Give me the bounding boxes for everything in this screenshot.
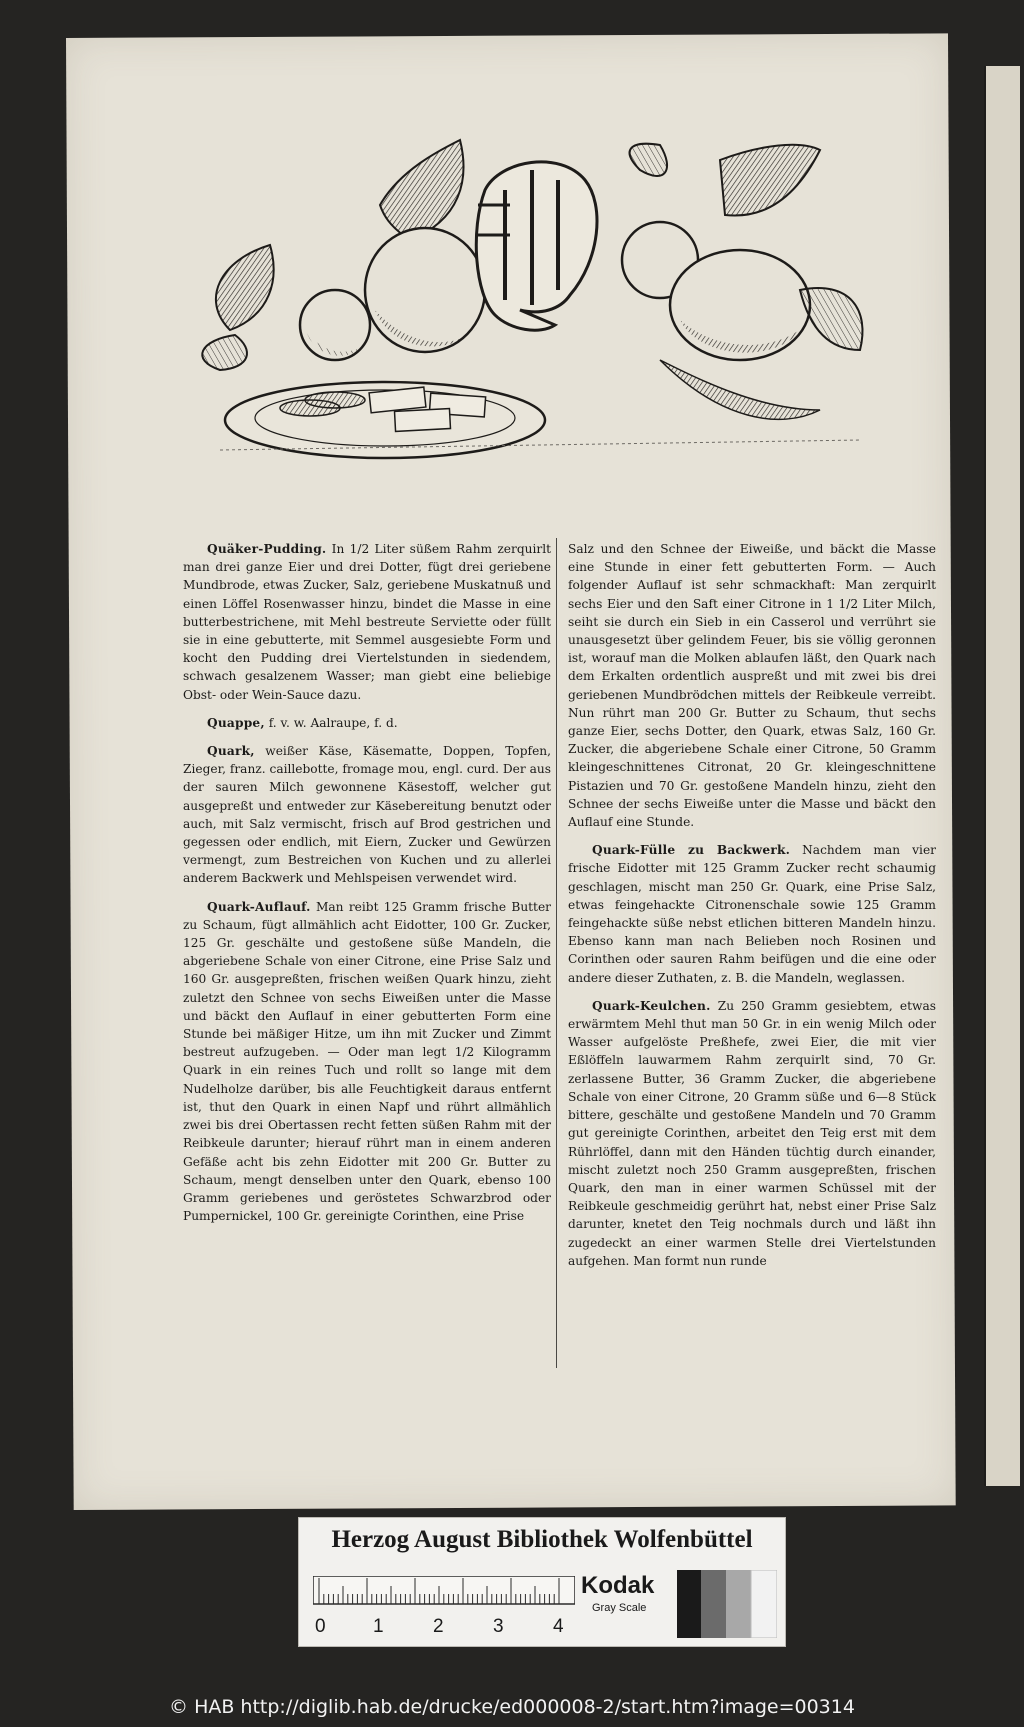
entry-paragraph (568, 997, 936, 1270)
next-page-edge (984, 66, 1020, 1486)
column-divider (556, 538, 557, 1368)
right-text-column (568, 540, 936, 1280)
entry-text: In 1/2 Liter süßem Rahm zerquirlt man drei ganze Eier und drei Dotter, fügt drei geriebene Mundbrode, etwas Zucker, Salz, geriebene Muskatnuß und einen Löffel Rosenwasser hinzu, bindet die Masse in eine butterbestrichene, mit Mehl bestreute Serviette oder füllt sie in eine gebutterte, mit Semmel ausgesiebte Form und kocht den Pudding drei Viertelstunden in siedendem, schwach gesalzenem Wasser; man giebt eine beliebige Obst- oder Wein-Sauce dazu. (183, 542, 551, 702)
entry-heading: Quäker-Pudding. (207, 542, 327, 556)
entry-heading: Quappe, (207, 715, 265, 730)
gray-scale-chart (677, 1570, 777, 1638)
left-text-column (183, 540, 551, 1235)
entry-text: Nachdem man vier frische Eidotter mit 125 Gramm Zucker recht schaumig geschlagen, mischt man 250 Gr. Quark, eine Prise Salz, etwas feingehackte Citronenschale sowie 125 Gramm feingehackte süße nebst etlichen bitteren Mandeln hinzu. Ebenso kann man nach Belieben noch Rosinen und Corinthen oder sauren Rahm beifügen und die eine oder andere dieser Zuthaten, z. B. die Mandeln, weglassen. (568, 843, 936, 985)
entry-paragraph (568, 841, 936, 987)
kodak-logo-text: Kodak (581, 1572, 655, 1599)
ruler-number: 1 (373, 1616, 384, 1637)
leaf-shape (216, 245, 274, 330)
entry-heading: Quark-Keulchen. (592, 998, 711, 1013)
entry-paragraph (568, 540, 936, 831)
entry-text: Man reibt 125 Gramm frische Butter zu Schaum, fügt allmählich acht Eidotter, 100 Gr. Zucker, 125 Gr. geschälte und gestoßene süße Mandeln, die abgeriebene Schale von einer Citrone, eine Prise Salz und 160 Gr. ausgepreßten, frischen weißen Quark hinzu, zieht zuletzt den Schnee von sechs Eiweißen unter die Masse und bäckt den Auflauf in einer gebutterten Form eine Stunde bei mäßiger Hitze, um ihn mit Zucker und Zimmt bestreut aufzugeben. — Oder man legt 1/2 Kilogramm Quark in ein reines Tuch und rollt so lange mit dem Nudelholze darüber, bis alle Feuchtigkeit daraus entfernt ist, thut den Quark in einen Napf und rührt allmählich zwei bis drei Obertassen recht fetten süßen Rahm mit der Reibkeule darunter; hierauf rührt man in einem anderen Gefäße acht bis zehn Eidotter mit 200 Gr. Butter zu Schaum, mengt denselben unter den Quark, ebenso 100 Gramm geriebenes und geröstetes Schwarzbrod oder Pumpernickel, 100 Gr. gereinigte Corinthen, eine Prise (183, 899, 551, 1224)
ruler-number: 3 (493, 1616, 504, 1637)
entry-paragraph (183, 898, 551, 1226)
entry-heading: Quark-Auflauf. (207, 899, 311, 914)
ruler-number: 2 (433, 1616, 444, 1637)
entry-text: Salz und den Schnee der Eiweiße, und bäckt die Masse eine Stunde in einer fett gebutterten Form. — Auch folgender Auflauf ist sehr schmackhaft: Man zerquirlt sechs Eier und den Saft einer Citrone in 1 1/2 Liter Milch, seiht sie durch ein Sieb in ein Casserol und verrührt sie unausgesetzt über gelindem Feuer, bis sie völlig geronnen ist, worauf man die Molken ablaufen läßt, den Quark nach dem Erkalten ordentlich auspreßt und mit zwei bis drei geriebenen Mundbrödchen mittels der Reibkeule verreibt. Nun rührt man 200 Gr. Butter zu Schaum, thut sechs ganze Eier, sechs Dotter, den Quark, etwas Salz, 160 Gr. Zucker, die abgeriebene Schale einer Citrone, 50 Gramm kleingeschnittenes Citronat, 20 Gr. kleingeschnittene Pistazien und 70 Gr. gestoßene Mandeln hinzu, zieht den Schnee der sechs Eiweiße unter die Masse und bäckt den Auflauf eine Stunde. (568, 542, 936, 830)
library-name: Herzog August Bibliothek Wolfenbüttel (331, 1526, 753, 1553)
entry-paragraph (183, 540, 551, 704)
entry-heading: Quark-Fülle zu Backwerk. (592, 843, 791, 858)
gray-scale-caption: Gray Scale (592, 1602, 647, 1614)
entry-text: weißer Käse, Käsematte, Doppen, Topfen, Zieger, franz. caillebotte, fromage mou, engl. curd. Der aus der sauren Milch gewonnene Käsestoff, welcher gut ausgepreßt und entweder zur Käsebereitung benutzt oder auch, mit Salz vermischt, frisch auf Brod gestrichen und gegessen oder endlich, mit Eiern, Zucker und Gewürzen vermengt, zum Bestreichen von Kuchen und zu allerlei anderem Backwerk und Mehlspeisen verwendet wird. (183, 744, 552, 886)
ornamental-initial-q (476, 162, 597, 330)
engraved-illustration (160, 110, 880, 490)
entry-paragraph (183, 714, 551, 732)
entry-paragraph (183, 742, 551, 888)
entry-heading: Quark, (207, 744, 255, 759)
entry-text: f. v. w. Aalraupe, f. d. (268, 715, 398, 730)
library-label-card (298, 1517, 786, 1647)
ruler-scale (313, 1576, 575, 1640)
ruler-number: 0 (315, 1616, 326, 1637)
ruler-number: 4 (553, 1616, 564, 1637)
book-spine (984, 66, 986, 1486)
entry-text: Zu 250 Gramm gesiebtem, etwas erwärmtem Mehl thut man 50 Gr. in ein wenig Milch oder Wasser aufgelöste Preßhefe, zwei Eier, die mit vier Eßlöffeln lauwarmem Rahm zerquirlt sind, 70 Gr. zerlassene Butter, 36 Gramm Zucker, die abgeriebene Schale von einer Citrone, 20 Gramm süße und 6—8 Stück bittere, geschälte und gestoßene Mandeln und 70 Gramm gut gereinigte Corinthen, arbeitet den Teig erst mit dem Rührlöffel, dann mit den Händen tüchtig durch einander, mischt zuletzt noch 250 Gramm ausgepreßten, frischen Quark, den man in einer warmen Schüssel mit der Reibkeule geschmeidig gerührt hat, nebst einer Prise Salz darunter, knetet den Teig nochmals durch und läßt ihn zugedeckt an einer warmen Stelle drei Viertelstunden aufgehen. Man formt nun runde (568, 998, 936, 1268)
footer-copyright: © HAB http://diglib.hab.de/drucke/ed000008-2/start.htm?image=00314 (169, 1696, 855, 1718)
